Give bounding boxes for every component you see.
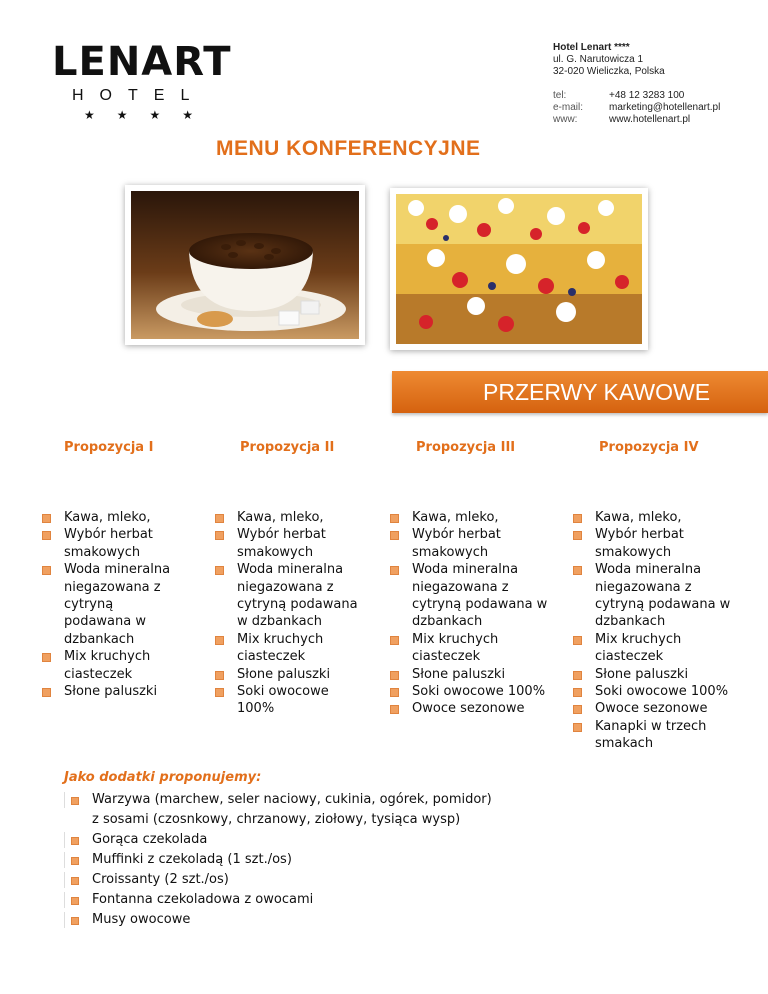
bullet-icon [215,636,224,645]
bullet-icon [215,671,224,680]
bullet-icon [64,912,79,928]
list-item: Soki owocowe 100% [390,683,555,700]
proposal-heading: Propozycja I [64,440,154,455]
list-item: Woda mineralna niegazowana z cytryną podawana w dzbankach [573,561,743,631]
proposal-items [215,509,365,718]
bullet-icon [215,688,224,697]
list-item: Słone paluszki [390,666,555,683]
proposal-items [42,509,182,700]
contact-hotel-name: Hotel Lenart **** [553,42,630,53]
list-item: z sosami (czosnkowy, chrzanowy, ziołowy, tysiąca wysp) [92,812,461,827]
bullet-icon [390,531,399,540]
page-title: MENU KONFERENCYJNE [216,137,481,160]
bullet-icon [42,653,51,662]
list-item: Musy owocowe [64,910,492,930]
coffee-breaks-banner: PRZERWY KAWOWE [392,371,768,413]
bullet-icon [573,531,582,540]
bullet-icon [390,636,399,645]
list-item: Słone paluszki [215,666,365,683]
bullet-icon [215,531,224,540]
contact-street: ul. G. Narutowicza 1 [553,54,644,65]
list-item: Mix kruchych ciasteczek [390,631,555,666]
contact-phone[interactable]: +48 12 3283 100 [609,90,685,101]
bullet-icon [215,514,224,523]
list-item: Słone paluszki [573,666,743,683]
list-item: Woda mineralna niegazowana z cytryną podawana w dzbankach [390,561,555,631]
logo-stars: ★★★★ [84,108,216,122]
bullet-icon [390,566,399,575]
bullet-icon [64,792,79,808]
proposal-heading: Propozycja IV [599,440,699,455]
bullet-icon [573,723,582,732]
proposal-column-4 [573,439,743,753]
contact-row-tel [553,90,720,102]
proposal-heading: Propozycja III [416,440,516,455]
bullet-icon [390,671,399,680]
list-item: Soki owocowe 100% [215,683,365,718]
list-item: Kawa, mleko, [573,509,743,526]
bullet-icon [573,514,582,523]
proposal-column-1 [42,439,182,700]
list-item: Kanapki w trzech smakach [573,718,743,753]
list-item: Croissanty (2 szt./os) [64,870,492,890]
contact-block [553,42,720,126]
list-item: Soki owocowe 100% [573,683,743,700]
contact-label: tel: [553,90,567,101]
proposal-items [390,509,555,718]
proposal-column-2 [215,439,365,718]
bullet-icon [64,892,79,908]
list-item: Woda mineralna niegazowana z cytryną podawana w dzbankach [215,561,365,631]
contact-email[interactable]: marketing@hotellenart.pl [609,102,721,113]
pastries-photo [390,188,648,350]
list-item: Wybór herbat smakowych [390,526,555,561]
bullet-icon [42,514,51,523]
list-item: Woda mineralna niegazowana z cytryną podawana w dzbankach [42,561,182,648]
list-item: Kawa, mleko, [42,509,182,526]
list-item: Warzywa (marchew, seler naciowy, cukinia, ogórek, pomidor) [64,790,492,810]
list-item: Wybór herbat smakowych [573,526,743,561]
bullet-icon [573,566,582,575]
coffee-photo [125,185,365,345]
contact-row-www [553,114,720,126]
list-item: Wybór herbat smakowych [215,526,365,561]
bullet-icon [215,566,224,575]
list-item: Mix kruchych ciasteczek [215,631,365,666]
bullet-icon [42,688,51,697]
contact-row-email [553,102,720,114]
contact-city: 32-020 Wieliczka, Polska [553,66,665,77]
list-item: Gorąca czekolada [64,830,492,850]
bullet-icon [390,514,399,523]
list-item: Owoce sezonowe [390,700,555,717]
list-item: Kawa, mleko, [215,509,365,526]
logo-wordmark: LENART [52,39,232,85]
bullet-icon [42,566,51,575]
contact-label: www: [553,114,578,125]
bullet-icon [390,705,399,714]
extras-section [64,769,492,930]
proposal-column-3 [390,439,555,718]
list-item: Fontanna czekoladowa z owocami [64,890,492,910]
contact-label: e-mail: [553,102,584,113]
bullet-icon [64,852,79,868]
bullet-icon [573,688,582,697]
list-item: Kawa, mleko, [390,509,555,526]
bullet-icon [573,636,582,645]
contact-website[interactable]: www.hotellenart.pl [609,114,691,125]
list-item: Mix kruchych ciasteczek [42,648,182,683]
proposal-heading: Propozycja II [240,440,335,455]
bullet-icon [390,688,399,697]
list-item: Mix kruchych ciasteczek [573,631,743,666]
hotel-logo [48,39,232,124]
list-item: Wybór herbat smakowych [42,526,182,561]
proposal-items [573,509,743,753]
list-item: Słone paluszki [42,683,182,700]
extras-heading: Jako dodatki proponujemy: [64,770,262,785]
bullet-icon [64,872,79,888]
logo-subtitle: HOTEL [72,87,206,104]
bullet-icon [573,705,582,714]
list-item: Owoce sezonowe [573,700,743,717]
bullet-icon [573,671,582,680]
extras-items [64,790,492,930]
list-item: Muffinki z czekoladą (1 szt./os) [64,850,492,870]
bullet-icon [64,832,79,848]
bullet-icon [42,531,51,540]
